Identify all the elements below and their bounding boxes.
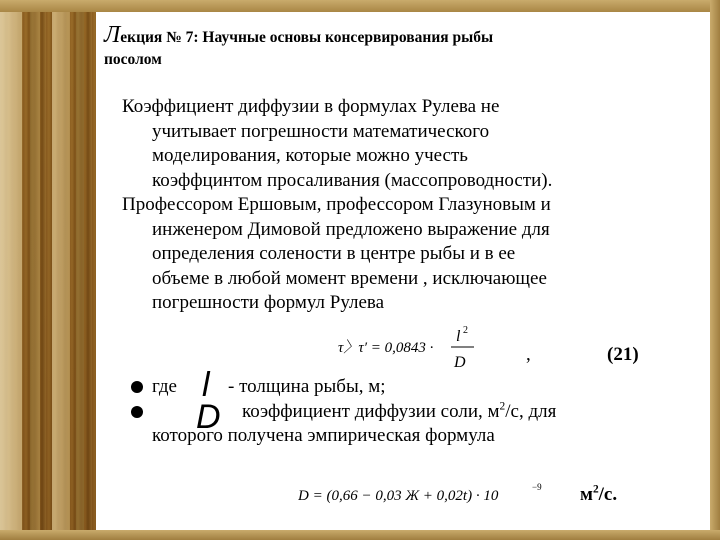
- formula-21-lhs: τ〉τ′ = 0,0843 ·: [338, 340, 434, 356]
- paragraph-line: объеме в любой момент времени , исключающее: [152, 267, 547, 289]
- symbol-d: D: [196, 398, 221, 436]
- units-label: $м^2/с$.: [580, 483, 618, 505]
- paragraph-line: инженером Димовой предложено выражение для: [152, 218, 550, 240]
- bullet1-prefix: где: [152, 376, 177, 397]
- formula-21-denominator: D: [454, 354, 466, 371]
- formula-21: [338, 325, 488, 375]
- formula-21-exponent: 2: [463, 325, 468, 336]
- symbol-l: l: [202, 366, 210, 404]
- bullet-icon: [130, 405, 144, 419]
- paragraph-line: погрешности формул Рулева: [152, 292, 385, 313]
- decorative-border-left: [0, 0, 96, 540]
- bullet2-text: коэффициент диффузии соли, $м^2/с$, для: [242, 400, 557, 422]
- paragraph-line: моделирования, которые можно учесть: [152, 145, 468, 166]
- paragraph-line: Коэффициент диффузии в формулах Рулева не: [122, 96, 500, 117]
- bullet1-text: - толщина рыбы, м;: [228, 376, 386, 397]
- paragraph-line: коэффцинтом просаливания (массопроводности).: [152, 169, 553, 191]
- empirical-formula-exponent: −9: [532, 482, 542, 492]
- paragraph-line: Профессором Ершовым, профессором Глазуновым и: [122, 194, 551, 215]
- bullet-icon: [130, 380, 144, 394]
- decorative-border-top: [0, 0, 720, 12]
- formula-21-numerator: l: [456, 328, 461, 345]
- equation-comma: ,: [526, 344, 531, 365]
- title-line1: екция № 7: Научные основы консервирования рыбы: [120, 29, 494, 46]
- paragraph-line: учитывает погрешности математического: [152, 120, 490, 142]
- empirical-formula-text: D = (0,66 − 0,03 Ж + 0,02t) · 10: [298, 488, 499, 504]
- equation-number: (21): [607, 344, 639, 365]
- paragraph-diffusion: [122, 95, 712, 193]
- decorative-border-bottom: [0, 530, 720, 540]
- title-line2: посолом: [104, 51, 162, 68]
- paragraph-line: определения солености в центре рыбы и в ее: [152, 243, 516, 264]
- slide-title: [104, 24, 664, 71]
- empirical-formula: [298, 478, 548, 508]
- bullet2-line2: которого получена эмпирическая формула: [152, 425, 495, 446]
- paragraph-ershov: [122, 193, 712, 316]
- title-first-letter: Л: [104, 22, 121, 48]
